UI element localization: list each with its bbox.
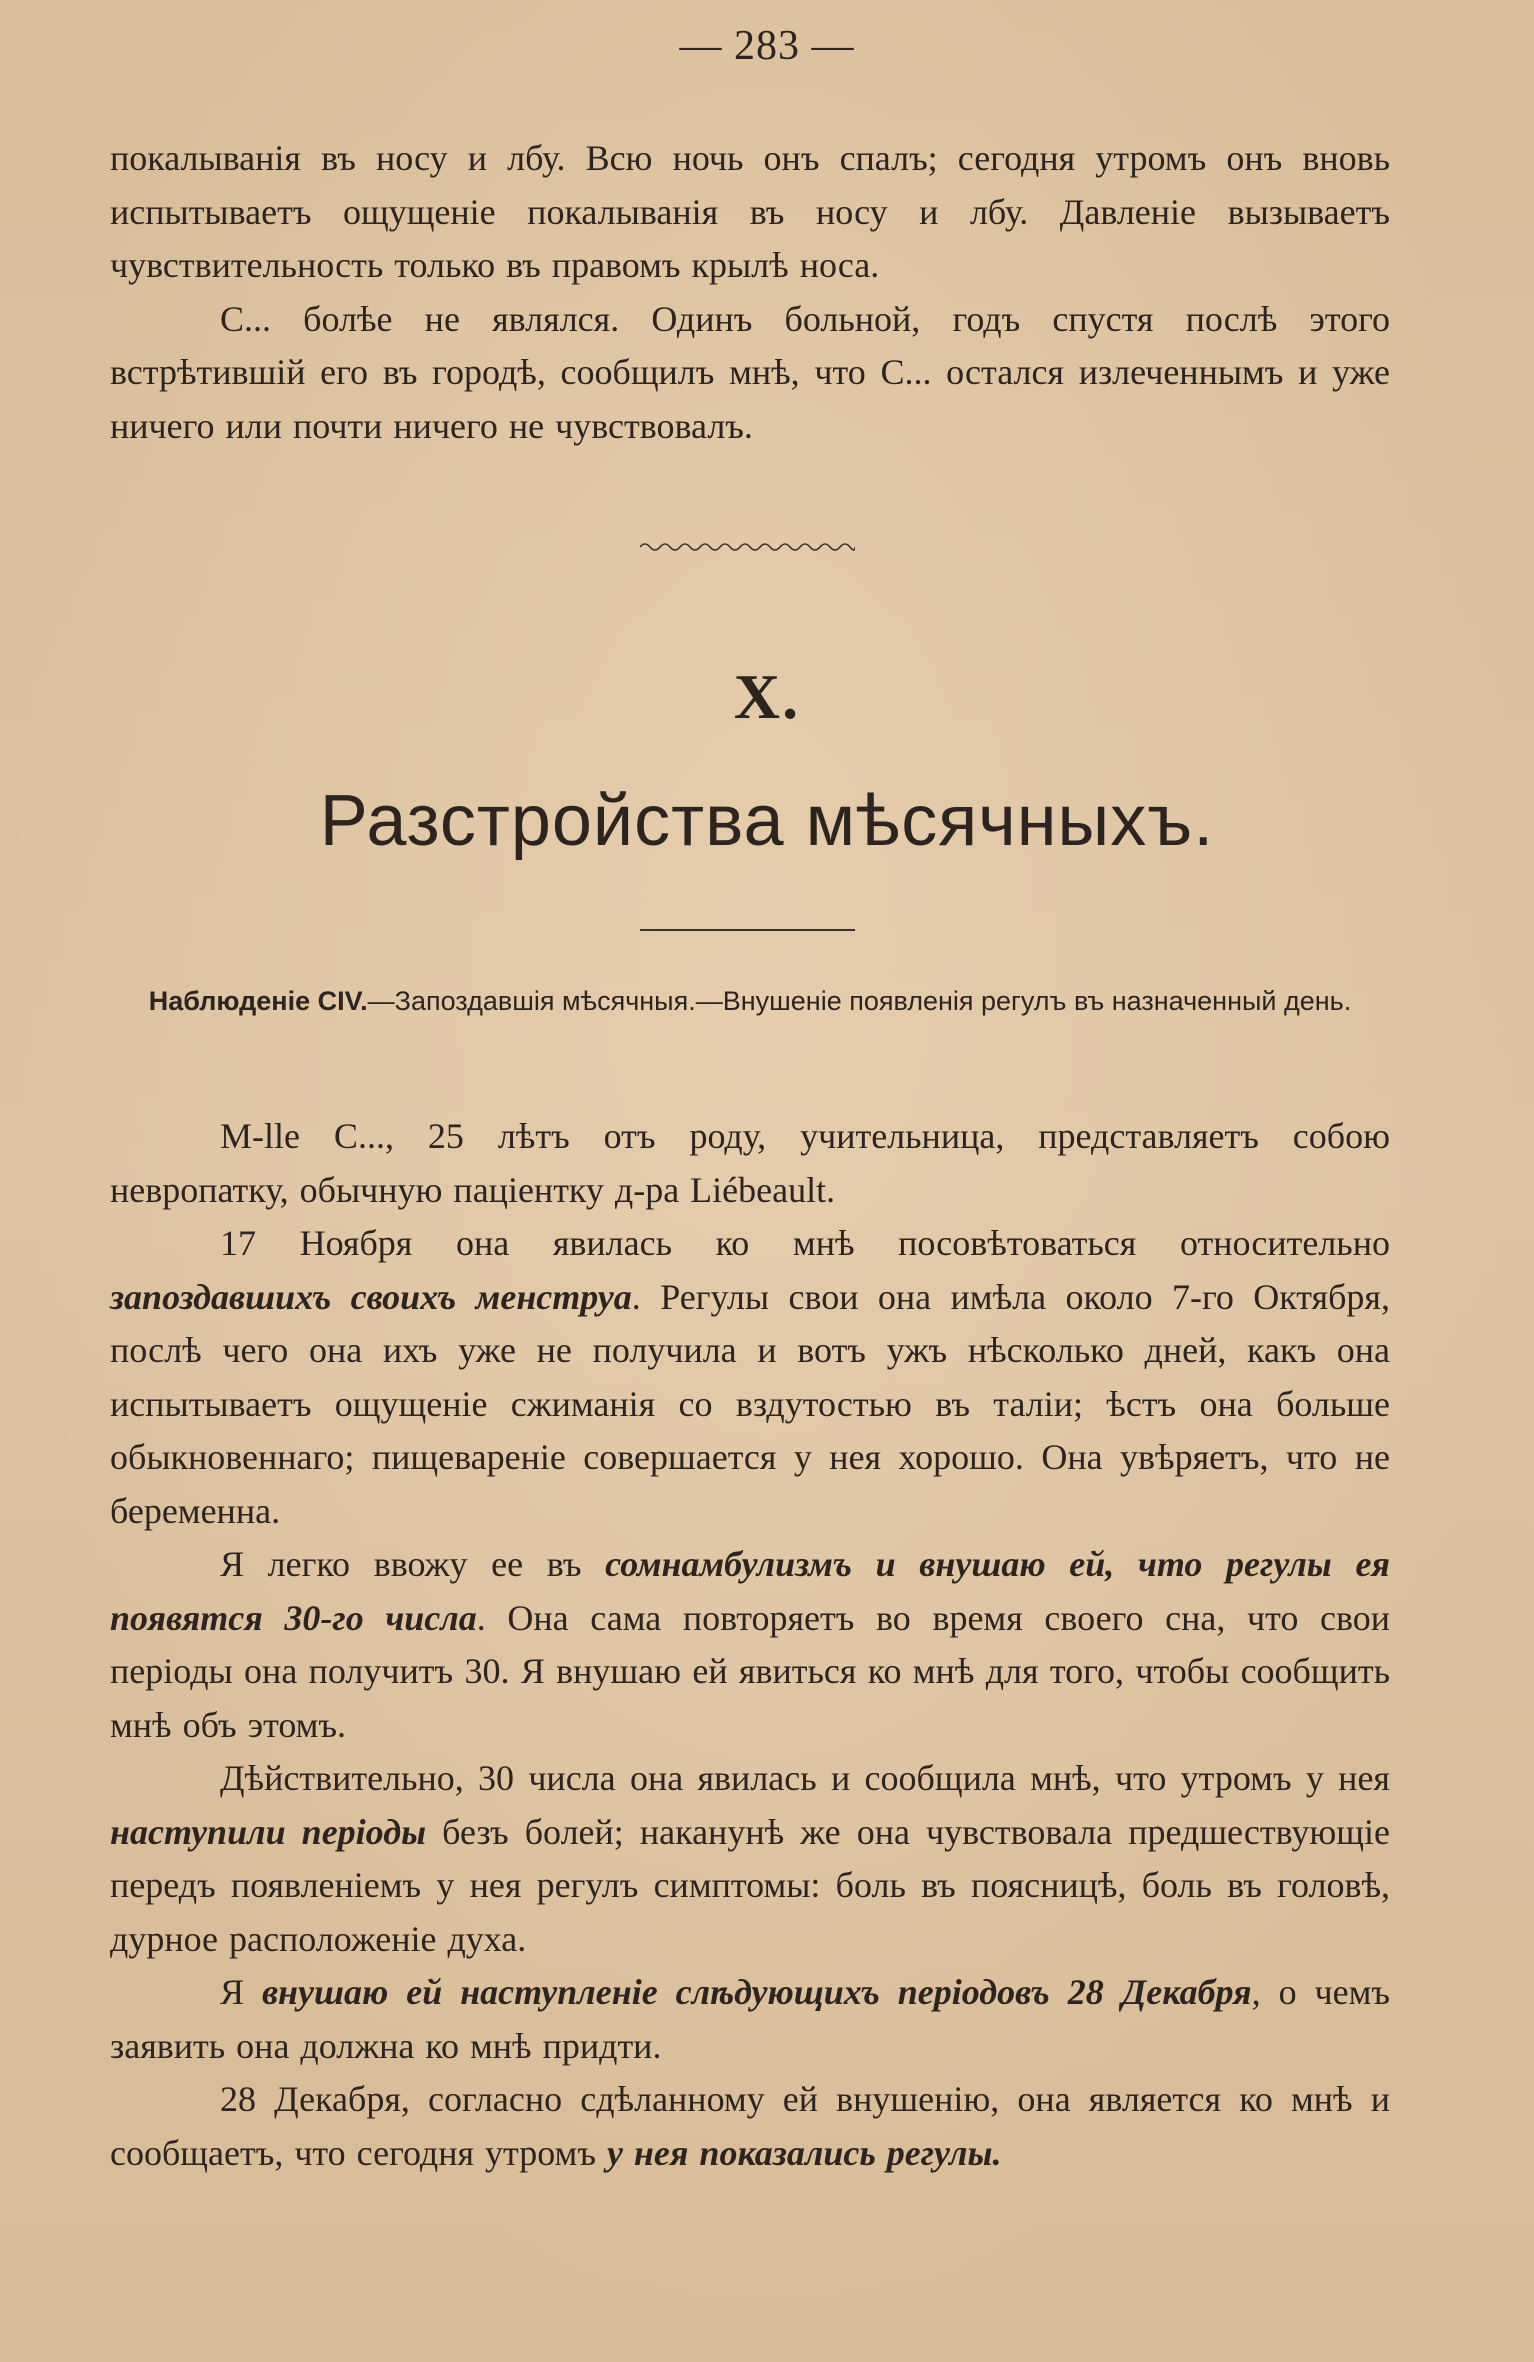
chapter-number: X. bbox=[733, 661, 801, 732]
italic-run: у нея показались регулы. bbox=[606, 2132, 1002, 2173]
text-run: 17 Ноября она явилась ко мнѣ посовѣтоваться относительно bbox=[220, 1223, 1390, 1263]
observation-heading bbox=[110, 980, 1390, 1023]
paragraph-result bbox=[110, 1752, 1390, 1966]
title-rule bbox=[640, 929, 855, 931]
wavy-divider bbox=[640, 540, 855, 554]
paragraph-patient: M-lle C..., 25 лѣтъ отъ роду, учительница, представляетъ собою невропатку, обычную паціентку д-ра Liébeault. bbox=[110, 1116, 1390, 1210]
italic-run: запоздавшихъ своихъ менструа bbox=[110, 1276, 632, 1317]
italic-run: внушаю ей наступленіе слѣдующихъ періодовъ 28 Декабря bbox=[261, 1972, 1252, 2012]
paragraph-next-suggestion bbox=[110, 1966, 1390, 2073]
paragraph-suggestion bbox=[110, 1538, 1390, 1752]
text-run: . Она сама повторяетъ во время своего сна, что свои періоды она получитъ 30. Я внушаю ей явиться ко мнѣ для того, чтобы сообщить мнѣ объ этомъ. bbox=[110, 1597, 1390, 1745]
italic-run: наступили періоды bbox=[110, 1811, 427, 1852]
text-run: 28 Декабря, согласно сдѣланному ей внушенію, она является ко мнѣ и сообщаетъ, что сегодня утромъ bbox=[110, 2079, 1390, 2173]
top-text-block bbox=[110, 132, 1390, 453]
text-run: безъ болей; наканунѣ же она чувствовала предшествующіе передъ появленіемъ у нея регулъ симптомы: боль въ поясницѣ, боль въ головѣ, дурное расположеніе духа. bbox=[110, 1811, 1391, 1959]
observation-number: Наблюденіе CIV. bbox=[148, 986, 368, 1016]
page-number: — 283 — bbox=[679, 23, 855, 69]
body-text-block bbox=[110, 1110, 1390, 2180]
paragraph-s-outcome: С... болѣе не являлся. Одинъ больной, годъ спустя послѣ этого встрѣтившій его въ городѣ, сообщилъ мнѣ, что С... остался излеченнымъ и уже ничего или почти ничего не чувствовалъ. bbox=[110, 298, 1390, 446]
paragraph-november bbox=[110, 1217, 1390, 1538]
chapter-title: Разстройства мѣсячныхъ. bbox=[319, 781, 1215, 861]
text-run: Я легко ввожу ее въ bbox=[220, 1544, 606, 1584]
text-run: Я bbox=[220, 1972, 262, 2012]
paragraph-continuation: покалыванія въ носу и лбу. Всю ночь онъ спалъ; сегодня утромъ онъ вновь испытываетъ ощущеніе покалыванія въ носу и лбу. Давленіе вызываетъ чувствительность только въ правомъ крылѣ носа. bbox=[110, 138, 1390, 285]
text-run: . Регулы свои она имѣла около 7-го Октября, послѣ чего она ихъ уже не получила и вотъ ужъ нѣсколько дней, какъ она испытываетъ ощущеніе сжиманія со вздутостью въ таліи; ѣстъ она больше обыкновеннаго; пищевареніе совершается у нея хорошо. Она увѣряетъ, что не беременна. bbox=[110, 1276, 1390, 1531]
observation-subject: —Запоздавшія мѣсячныя.—Внушеніе появленія регулъ въ назначенный день. bbox=[367, 986, 1352, 1016]
paragraph-december bbox=[110, 2073, 1390, 2180]
text-run: , о чемъ заявить она должна ко мнѣ придти. bbox=[110, 1972, 1390, 2066]
text-run: Дѣйствительно, 30 числа она явилась и сообщила мнѣ, что утромъ у нея bbox=[220, 1758, 1390, 1798]
italic-run: сомнамбулизмъ и внушаю ей, что регулы ея появятся 30-го числа bbox=[110, 1544, 1390, 1638]
